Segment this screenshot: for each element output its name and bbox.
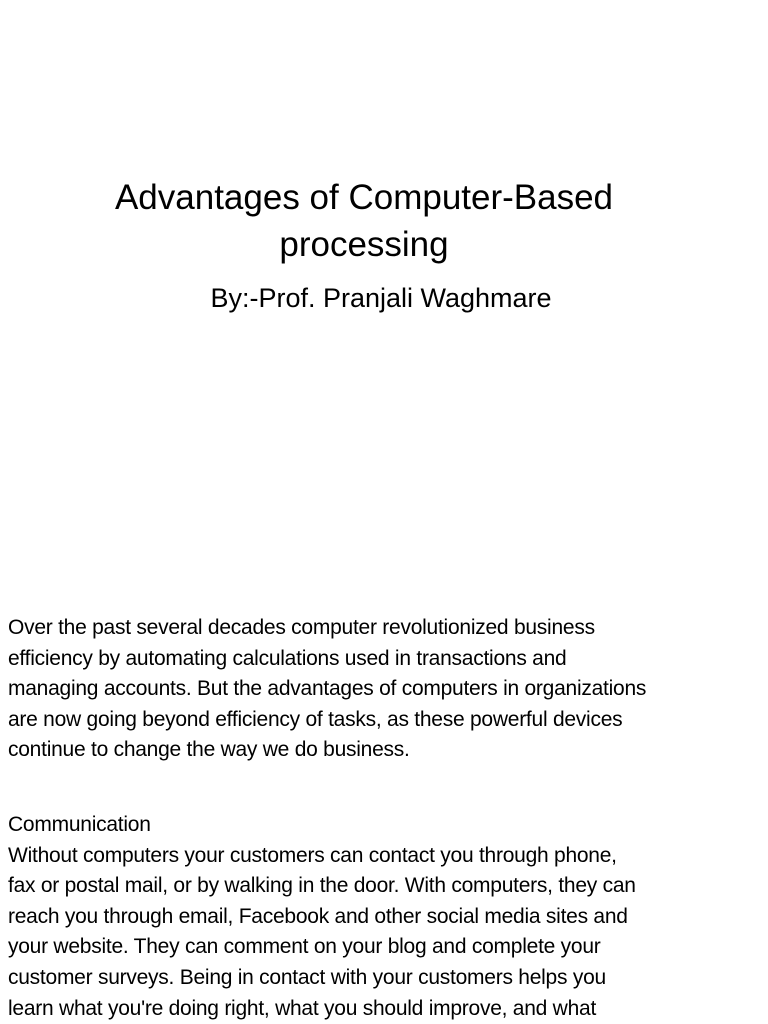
communication-line: learn what you're doing right, what you should improve, and what	[8, 996, 597, 1020]
title-line-1: Advantages of Computer-Based	[114, 178, 614, 217]
intro-line: efficiency by automating calculations used in transactions and	[8, 646, 567, 670]
intro-line: continue to change the way we do business.	[8, 738, 410, 762]
communication-line: your website. They can comment on your blog and complete your	[8, 935, 601, 959]
communication-section	[8, 810, 760, 1024]
intro-line: are now going beyond efficiency of tasks, as these powerful devices	[8, 707, 623, 731]
slide-title	[60, 174, 668, 268]
intro-paragraph	[8, 613, 760, 766]
author-byline: By:-Prof. Pranjali Waghmare	[210, 283, 552, 313]
communication-line: Without computers your customers can contact you through phone,	[8, 843, 617, 867]
communication-heading: Communication	[8, 813, 151, 836]
intro-line: managing accounts. But the advantages of computers in organizations	[8, 677, 647, 701]
communication-line: fax or postal mail, or by walking in the door. With computers, they can	[8, 874, 636, 898]
intro-line: Over the past several decades computer revolutionized business	[8, 616, 595, 639]
communication-line: reach you through email, Facebook and other social media sites and	[8, 904, 628, 928]
title-line-2: processing	[279, 225, 449, 264]
communication-line: customer surveys. Being in contact with your customers helps you	[8, 965, 606, 989]
